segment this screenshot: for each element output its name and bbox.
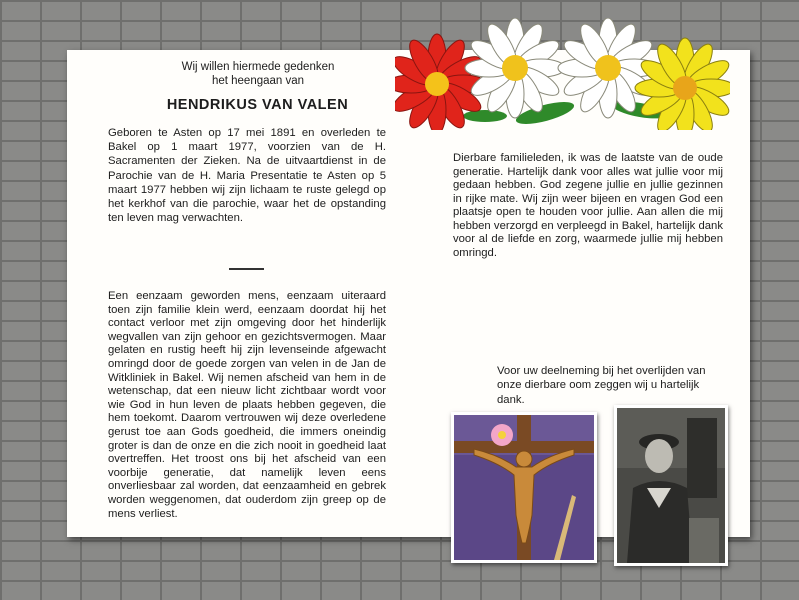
intro-line-2: het heengaan van bbox=[211, 75, 305, 87]
deceased-name: HENDRIKUS VAN VALEN bbox=[166, 97, 349, 113]
daisy-flowers-decoration bbox=[395, 18, 730, 130]
sympathy-thanks-paragraph: Voor uw deelneming bij het overlijden van onze dierbare oom zeggen wij u hartelijk dank. bbox=[497, 365, 706, 406]
biography-paragraph: Geboren te Asten op 17 mei 1891 en overleden te Bakel op 1 maart 1977, voorzien van de H. Sacramenten der Zieken. Na de uitvaartdienst in de Parochie van de H. Maria Presentatie te Asten op 5 maart 1977 hebben wij zijn lichaam te ruste gelegd op het kerkhof van die parochie, waar het de opstanding ten leven mag verwachten. bbox=[108, 127, 386, 225]
crucifix-photo bbox=[451, 412, 597, 563]
reflection-paragraph: Een eenzaam geworden mens, eenzaam uiteraard toen zijn familie klein werd, eenzaam doordat hij het contact verloor met zijn omgeving door het hinderlijk wegvallen van zijn gehoor en gezichtsvermogen. Maar gelaten en rustig heeft hij zijn levenseinde afgewacht omringd door de goede zorgen van velen in de Jan de Witkliniek in Bakel. Wij nemen afscheid van hem in de wetenschap, dat een nieuw licht zichtbaar wordt voor wie God in hun leven de plaats hebben gegeven, die hem toekomt. Daarom vertrouwen wij deze overledene gerust toe aan Gods goedheid, die immers oneindig groter is dan de onze en die zich nooit in goedheid laat overtreffen. Het troost ons bij het afscheid van een voorbije generatie, dat namelijk leven eens onverliesbaar zal worden, dat eenzaamheid en gebrek worden weggenomen, dat ouderdom zijn greep op de mens verliest. bbox=[108, 290, 386, 520]
elderly-man-photo bbox=[614, 405, 728, 566]
pink-flower-icon bbox=[491, 424, 513, 446]
divider-line bbox=[229, 268, 264, 270]
intro-text bbox=[148, 60, 368, 88]
family-thanks-paragraph: Dierbare familieleden, ik was de laatste van de oude generatie. Hartelijk dank voor alles wat jullie voor mij gedaan hebben. God zegene jullie en jullie gezinnen in rijke mate. Wij zijn weer bijeen en vragen God een plaatsje open te houden voor jullie. Aan allen die mij hebben verzorgd en verpleegd in Bakel, hartelijk dank voor al de liefde en zorg, waarmede jullie mij hebben omringd. bbox=[453, 152, 723, 259]
intro-line-1: Wij willen hiermede gedenken bbox=[181, 61, 335, 73]
